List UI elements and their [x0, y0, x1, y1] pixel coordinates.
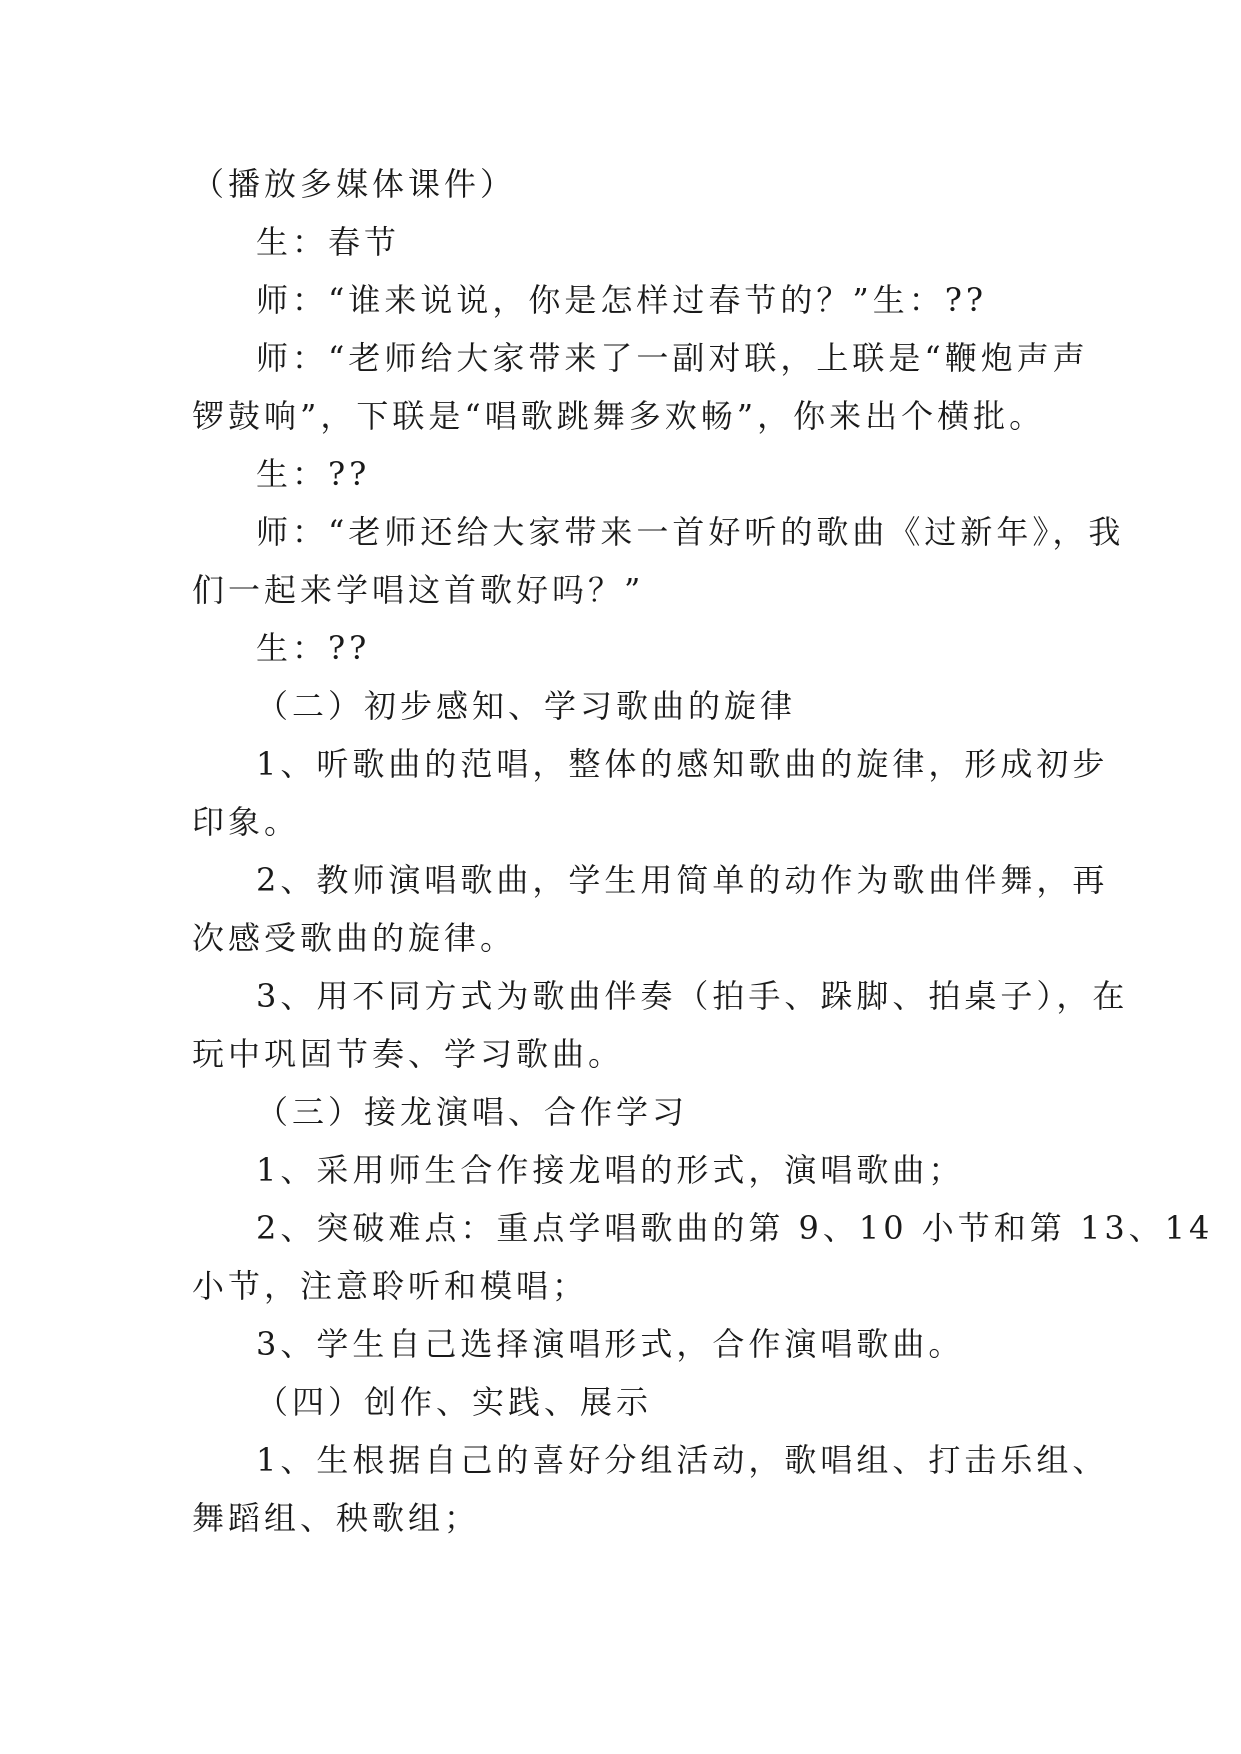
text-line: 师：“谁来说说，你是怎样过春节的？”生：?? [256, 281, 988, 319]
text-line: 3、学生自己选择演唱形式，合作演唱歌曲。 [256, 1325, 965, 1363]
text-line: 1、生根据自己的喜好分组活动，歌唱组、打击乐组、 [256, 1441, 1109, 1479]
text-line: 3、用不同方式为歌曲伴奏（拍手、跺脚、拍桌子），在 [256, 977, 1129, 1015]
text-line: 生：春节 [256, 223, 401, 261]
text-line: 2、教师演唱歌曲，学生用简单的动作为歌曲伴舞，再 [256, 861, 1109, 899]
text-line: （播放多媒体课件） [192, 165, 517, 203]
text-line: 生：?? [256, 629, 371, 667]
text-line: 次感受歌曲的旋律。 [192, 919, 517, 957]
text-line: 生：?? [256, 455, 371, 493]
section-heading: （三）接龙演唱、合作学习 [256, 1093, 689, 1131]
text-line: 印象。 [192, 803, 301, 841]
text-line: 1、听歌曲的范唱，整体的感知歌曲的旋律，形成初步 [256, 745, 1109, 783]
text-line: 玩中巩固节奏、学习歌曲。 [192, 1035, 625, 1073]
text-line: 2、突破难点：重点学唱歌曲的第 9、10 小节和第 13、14 [256, 1209, 1214, 1247]
text-line: 师：“老师还给大家带来一首好听的歌曲《过新年》，我 [256, 513, 1125, 551]
text-line: 锣鼓响”，下联是“唱歌跳舞多欢畅”，你来出个横批。 [192, 397, 1046, 435]
section-heading: （四）创作、实践、展示 [256, 1383, 653, 1421]
text-line: 舞蹈组、秧歌组； [192, 1499, 481, 1537]
text-line: 师：“老师给大家带来了一副对联，上联是“鞭炮声声 [256, 339, 1089, 377]
text-line: 们一起来学唱这首歌好吗？” [192, 571, 645, 609]
text-line: 小节，注意聆听和模唱； [192, 1267, 589, 1305]
section-heading: （二）初步感知、学习歌曲的旋律 [256, 687, 797, 725]
text-line: 1、采用师生合作接龙唱的形式，演唱歌曲； [256, 1151, 965, 1189]
document-body [192, 155, 1214, 1547]
